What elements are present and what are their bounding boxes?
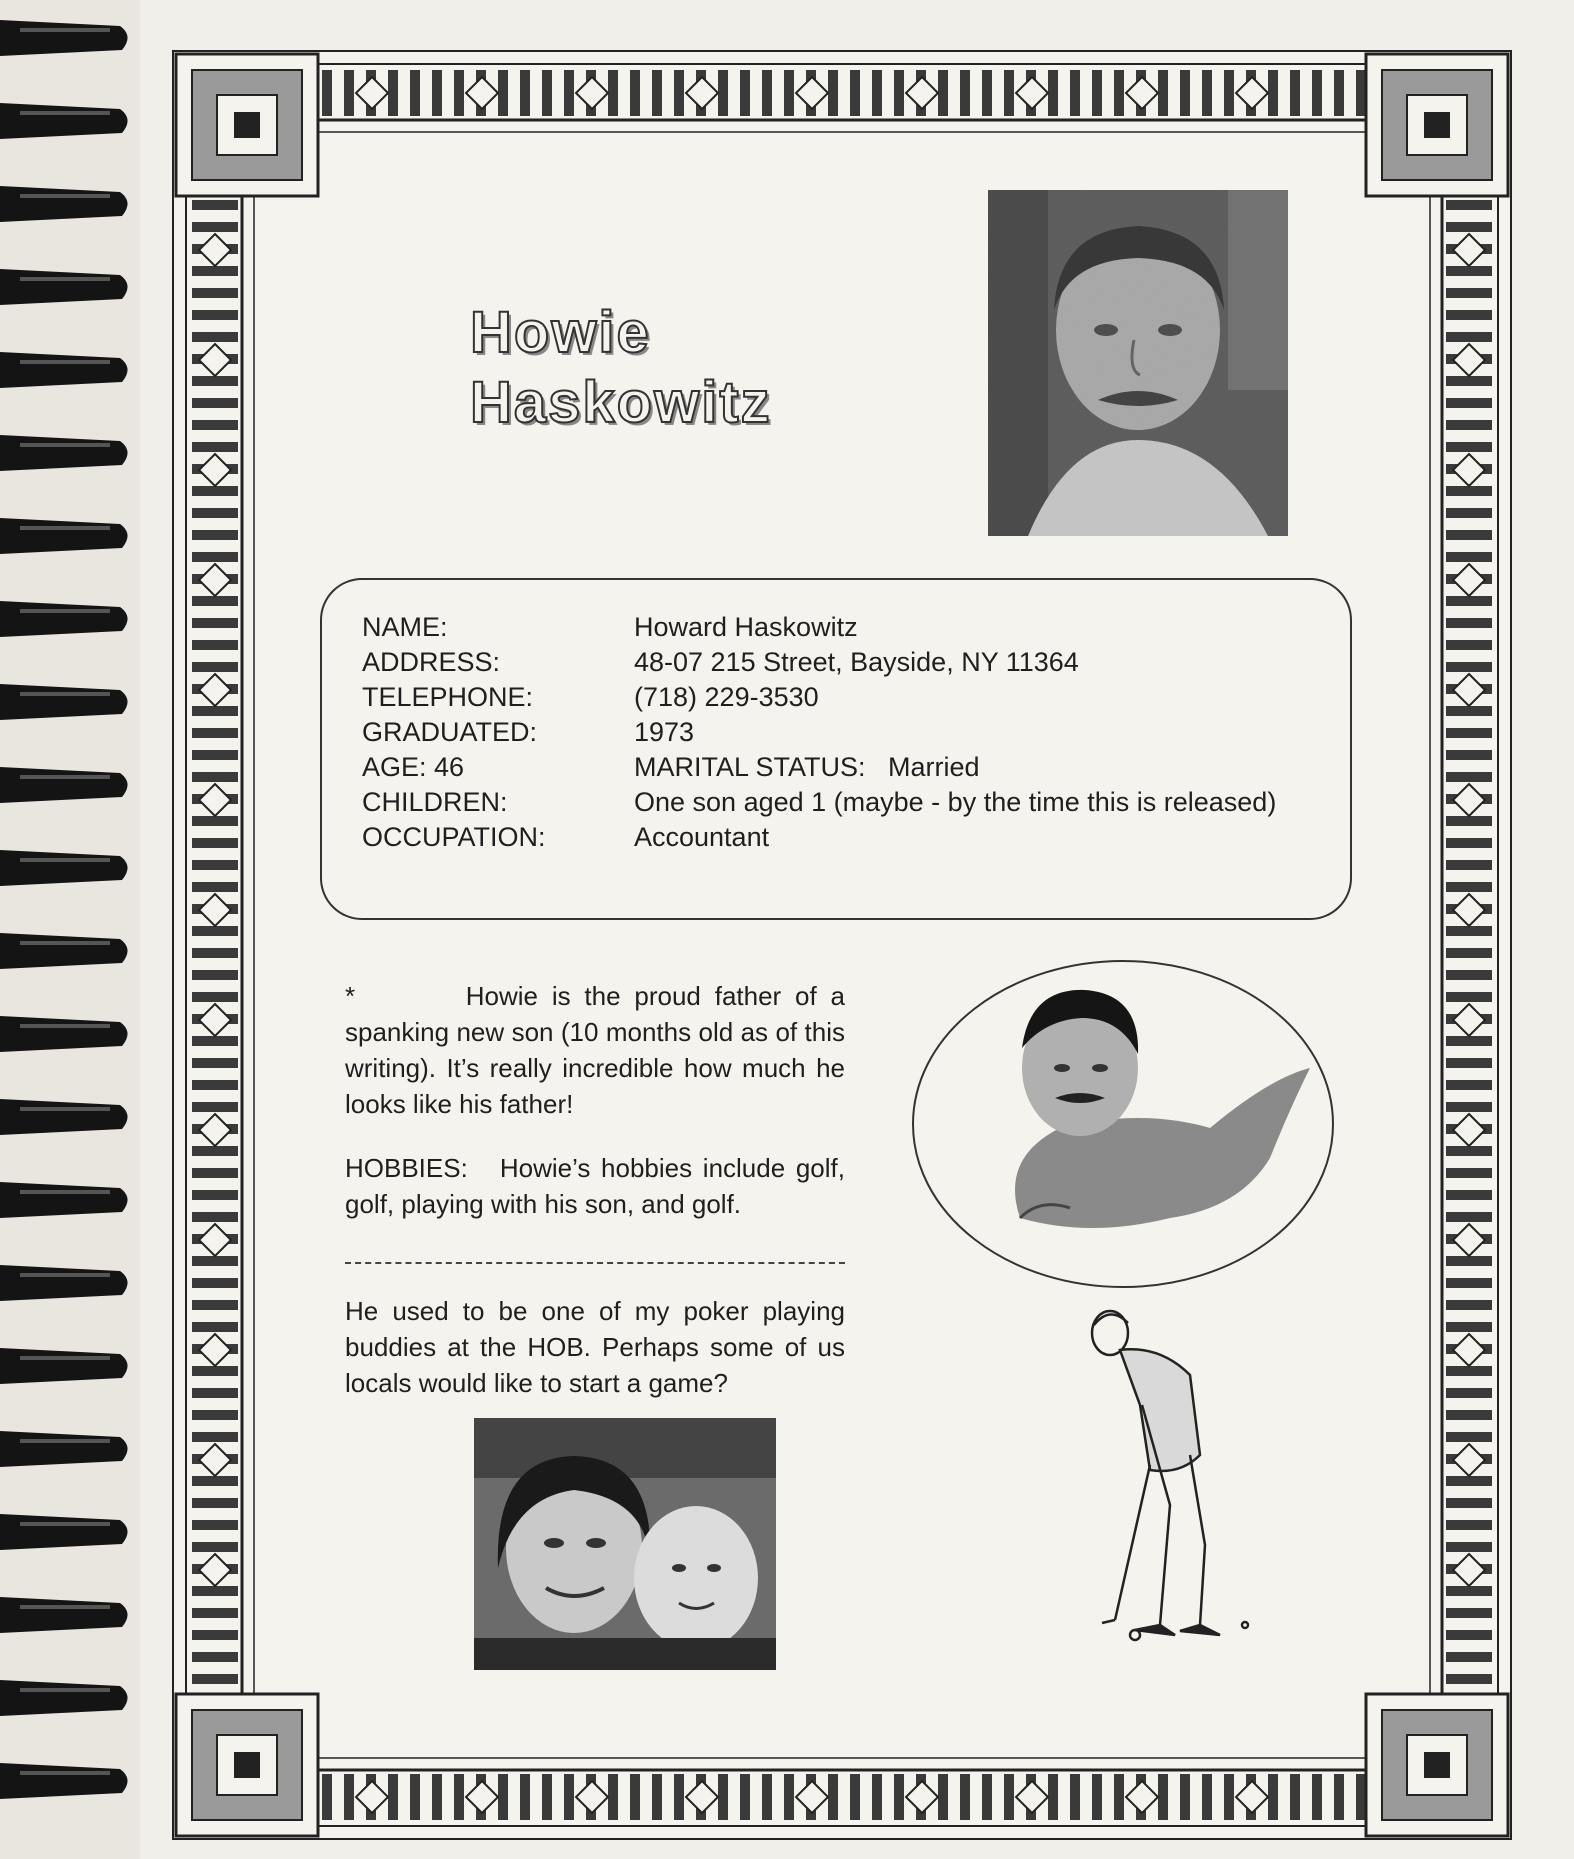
title-first-name: Howie: [470, 300, 651, 365]
graduated-label: GRADUATED:: [362, 717, 538, 747]
poker-paragraph: He used to be one of my poker playing buddies at the HOB. Perhaps some of us locals would like to start a game?: [345, 1296, 845, 1398]
marital-status: [634, 750, 980, 785]
occupation-value: Accountant: [634, 822, 770, 852]
name-label: NAME:: [362, 612, 448, 642]
title-last-name: Haskowitz: [470, 370, 772, 435]
page-title: [470, 298, 772, 438]
story-paragraph: [345, 978, 845, 1122]
golfer-illustration: [1080, 1305, 1260, 1645]
hobbies-label: HOBBIES:: [345, 1153, 468, 1183]
portrait-photo: [988, 190, 1288, 536]
telephone-value: (718) 229-3530: [634, 682, 819, 712]
marital-label: MARITAL STATUS:: [634, 752, 866, 782]
marital-value: Married: [888, 752, 980, 782]
address-label: ADDRESS:: [362, 647, 501, 677]
occupation-label: OCCUPATION:: [362, 822, 546, 852]
baby-photo-oval: [910, 958, 1336, 1290]
children-label: CHILDREN:: [362, 787, 508, 817]
hobbies-text: Howie’s hobbies include golf, golf, playing with his son, and golf.: [345, 1153, 845, 1219]
spiral-binding: [0, 0, 140, 1859]
graduated-value: 1973: [634, 717, 695, 747]
info-box: [320, 578, 1352, 920]
name-value: Howard Haskowitz: [634, 612, 858, 642]
children-value: One son aged 1 (maybe - by the time this is released): [634, 787, 1277, 817]
address-value: 48-07 215 Street, Bayside, NY 11364: [634, 647, 1079, 677]
dashed-separator: [345, 1262, 845, 1268]
ornamental-border: [172, 50, 1512, 1840]
telephone-label: TELEPHONE:: [362, 682, 534, 712]
hobbies-paragraph: [345, 1150, 845, 1222]
story-text: Howie is the proud father of a spanking new son (10 months old as of this writing). It’s really incredible how much he looks like his father!: [345, 981, 846, 1119]
age-label: AGE: 46: [362, 752, 465, 782]
mother-child-photo: [474, 1418, 776, 1670]
asterisk-marker: *: [345, 981, 356, 1011]
yearbook-page: [172, 50, 1512, 1840]
